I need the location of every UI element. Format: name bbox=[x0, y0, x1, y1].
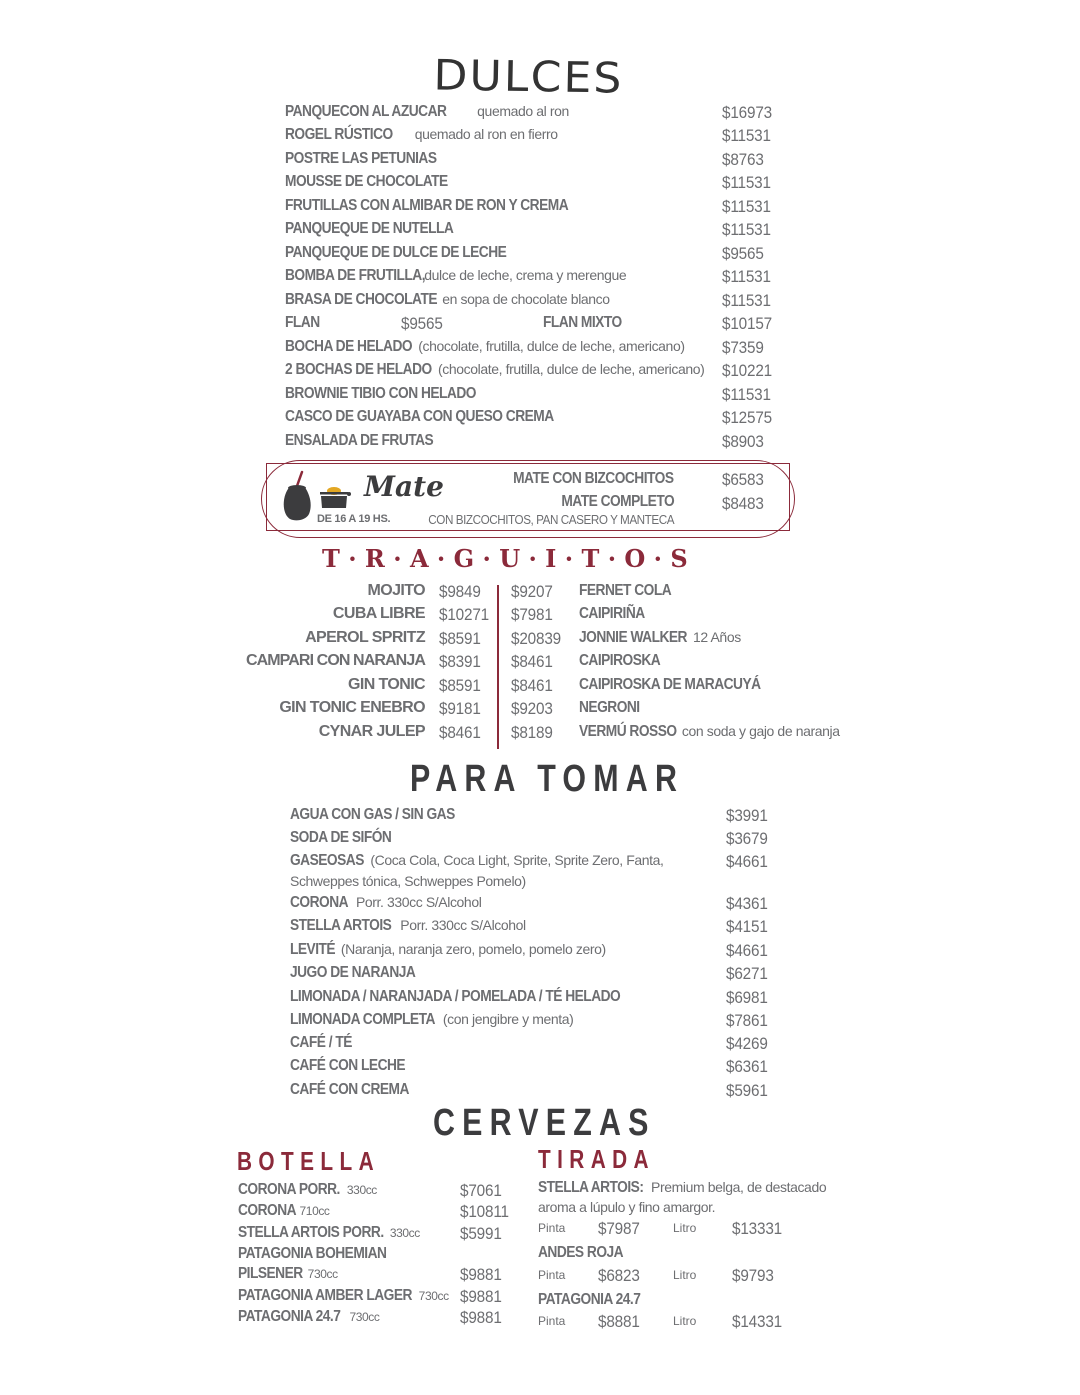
item-price: $8461 bbox=[511, 676, 553, 695]
list-item bbox=[511, 605, 871, 627]
item-price: $9181 bbox=[439, 699, 481, 718]
dulces-title: DULCES bbox=[433, 50, 624, 103]
item-desc: en sopa de chocolate blanco bbox=[442, 291, 610, 307]
item-price: $4661 bbox=[726, 941, 768, 960]
item-desc: quemado al ron en fierro bbox=[414, 126, 558, 142]
item-price: $6271 bbox=[726, 964, 768, 983]
item-name: BRASA DE CHOCOLATE bbox=[285, 291, 438, 308]
para-tomar-title: PARA TOMAR bbox=[410, 758, 685, 800]
item-name: CUBA LIBRE bbox=[332, 605, 425, 622]
item-name: LEVITÉ bbox=[290, 941, 336, 958]
item-name: ENSALADA DE FRUTAS bbox=[285, 432, 434, 449]
list-item bbox=[285, 173, 785, 195]
item-price: $9881 bbox=[460, 1308, 502, 1327]
item-price: $9881 bbox=[460, 1265, 502, 1284]
list-item bbox=[290, 917, 790, 939]
item-price: $9203 bbox=[511, 699, 553, 718]
cervezas-title: CERVEZAS bbox=[433, 1102, 656, 1144]
mate-item bbox=[543, 493, 674, 511]
litro-price: $9793 bbox=[732, 1266, 774, 1285]
traguitos-left-list bbox=[220, 582, 490, 752]
mate-title: Mate bbox=[364, 470, 444, 503]
item-price: $7061 bbox=[460, 1181, 502, 1200]
item-name: CYNAR JULEP bbox=[318, 723, 425, 740]
para-tomar-list bbox=[290, 806, 790, 1106]
item-name: STELLA ARTOIS bbox=[290, 917, 392, 934]
item-name: LIMONADA COMPLETA bbox=[290, 1011, 435, 1028]
item-price: $3991 bbox=[726, 806, 768, 825]
item-name: BOMBA DE FRUTILLA, bbox=[285, 267, 426, 284]
list-item bbox=[511, 723, 871, 745]
item-price: $5961 bbox=[726, 1081, 768, 1100]
item-price: $9207 bbox=[511, 582, 553, 601]
item-name: PILSENER bbox=[238, 1265, 303, 1282]
item-name: CAIPIROSKA bbox=[579, 652, 661, 669]
list-item bbox=[538, 1244, 838, 1266]
item-name: CAFÉ CON LECHE bbox=[290, 1057, 406, 1074]
item-price: $11531 bbox=[722, 173, 771, 192]
item-price: $6361 bbox=[726, 1057, 768, 1076]
item-desc: Schweppes tónica, Schweppes Pomelo) bbox=[290, 873, 526, 889]
item-desc: 730cc bbox=[349, 1310, 380, 1324]
item-price: $4661 bbox=[726, 852, 768, 871]
list-item bbox=[290, 1011, 790, 1033]
list-item bbox=[511, 676, 871, 698]
item-desc: 710cc bbox=[299, 1204, 330, 1218]
list-item bbox=[285, 408, 785, 430]
list-item bbox=[285, 197, 785, 219]
item-price: $11531 bbox=[722, 220, 771, 239]
item-price: $8461 bbox=[439, 723, 481, 742]
botella-title: BOTELLA bbox=[237, 1146, 381, 1176]
item-name: GIN TONIC ENEBRO bbox=[279, 699, 425, 716]
item-price: $7359 bbox=[722, 338, 764, 357]
list-item bbox=[290, 964, 790, 986]
price-row bbox=[538, 1219, 838, 1241]
item-name: CAMPARI CON NARANJA bbox=[245, 652, 425, 669]
list-item bbox=[238, 1287, 528, 1309]
item-name: STELLA ARTOIS: bbox=[538, 1179, 644, 1196]
item-name: BROWNIE TIBIO CON HELADO bbox=[285, 385, 476, 402]
dulces-list bbox=[285, 103, 785, 458]
list-item bbox=[538, 1179, 838, 1201]
item-desc: 330cc bbox=[389, 1226, 420, 1240]
item-price: $10811 bbox=[460, 1202, 509, 1221]
item-desc: 730cc bbox=[418, 1289, 449, 1303]
list-item bbox=[238, 1245, 528, 1267]
item-price: $8591 bbox=[439, 629, 481, 648]
pinta-price: $6823 bbox=[598, 1266, 640, 1285]
list-item bbox=[538, 1291, 838, 1313]
item-desc: con soda y gajo de naranja bbox=[681, 723, 840, 739]
litro-price: $14331 bbox=[732, 1312, 782, 1331]
item-price: $11531 bbox=[722, 291, 771, 310]
item-name: PANQUECON AL AZUCAR bbox=[285, 103, 447, 120]
traguitos-divider bbox=[497, 585, 499, 749]
price-row bbox=[538, 1312, 838, 1334]
item-desc: 12 Años bbox=[693, 629, 741, 645]
list-item bbox=[238, 1202, 528, 1224]
list-item bbox=[290, 1057, 790, 1079]
item-name: PATAGONIA 24.7 bbox=[238, 1308, 341, 1325]
list-item bbox=[285, 103, 785, 125]
item-price: $7981 bbox=[511, 605, 553, 624]
item-name: 2 BOCHAS DE HELADO bbox=[285, 361, 432, 378]
item-name: GIN TONIC bbox=[348, 676, 425, 693]
item-price: $10271 bbox=[439, 605, 489, 624]
item-name-2: FLAN MIXTO bbox=[543, 314, 622, 331]
list-item bbox=[220, 629, 490, 651]
list-item bbox=[238, 1308, 528, 1330]
item-desc: dulce de leche, crema y merengue bbox=[424, 267, 627, 283]
pinta-label: Pinta bbox=[538, 1268, 566, 1282]
mate-gourd-icon bbox=[280, 470, 316, 522]
list-item bbox=[285, 314, 785, 336]
list-item bbox=[285, 150, 785, 172]
item-desc: (Naranja, naranja zero, pomelo, pomelo zero) bbox=[340, 941, 606, 957]
item-desc: Porr. 330cc S/Alcohol bbox=[400, 917, 526, 933]
item-name: LIMONADA / NARANJADA / POMELADA / TÉ HELADO bbox=[290, 988, 621, 1005]
item-price: $11531 bbox=[722, 126, 771, 145]
item-price: $9849 bbox=[439, 582, 481, 601]
list-item bbox=[290, 941, 790, 963]
list-item bbox=[220, 605, 490, 627]
item-name: ROGEL RÚSTICO bbox=[285, 126, 393, 143]
item-desc: Premium belga, de destacado bbox=[651, 1179, 827, 1195]
pinta-price: $7987 bbox=[598, 1219, 640, 1238]
list-item bbox=[285, 338, 785, 360]
mate-note: CON BIZCOCHITOS, PAN CASERO Y MANTECA bbox=[428, 512, 674, 527]
list-item bbox=[290, 1081, 790, 1103]
item-name: CAFÉ / TÉ bbox=[290, 1034, 352, 1051]
item-price: $9565 bbox=[722, 244, 764, 263]
item-name: STELLA ARTOIS PORR. bbox=[238, 1224, 384, 1241]
list-item bbox=[285, 244, 785, 266]
item-price: $8483 bbox=[722, 494, 764, 513]
list-item bbox=[238, 1224, 528, 1246]
item-price: $9881 bbox=[460, 1287, 502, 1306]
list-item bbox=[285, 267, 785, 289]
item-name: JONNIE WALKER bbox=[579, 629, 687, 646]
item-name: MOJITO bbox=[367, 582, 425, 599]
item-price: $5991 bbox=[460, 1224, 502, 1243]
item-name: VERMÚ ROSSO bbox=[579, 723, 677, 740]
item-name: BOCHA DE HELADO bbox=[285, 338, 413, 355]
item-name: NEGRONI bbox=[579, 699, 640, 716]
item-name: CORONA bbox=[290, 894, 349, 911]
item-name: CAFÉ CON CREMA bbox=[290, 1081, 409, 1098]
item-desc: (chocolate, frutilla, dulce de leche, americano) bbox=[418, 338, 685, 354]
item-name: PATAGONIA 24.7 bbox=[538, 1291, 641, 1308]
item-name: ANDES ROJA bbox=[538, 1244, 624, 1261]
item-price: $11531 bbox=[722, 197, 771, 216]
litro-label: Litro bbox=[673, 1221, 697, 1235]
item-name: POSTRE LAS PETUNIAS bbox=[285, 150, 437, 167]
item-price: $7861 bbox=[726, 1011, 768, 1030]
litro-label: Litro bbox=[673, 1268, 697, 1282]
price-row bbox=[538, 1266, 838, 1288]
item-price: $3679 bbox=[726, 829, 768, 848]
list-item bbox=[285, 385, 785, 407]
item-name: FRUTILLAS CON ALMIBAR DE RON Y CREMA bbox=[285, 197, 569, 214]
list-item bbox=[285, 432, 785, 454]
botella-list bbox=[238, 1181, 528, 1341]
item-price: $8461 bbox=[511, 652, 553, 671]
item-name: FERNET COLA bbox=[579, 582, 672, 599]
item-name: CAIPIROSKA DE MARACUYÁ bbox=[579, 676, 761, 693]
item-price: $4151 bbox=[726, 917, 768, 936]
item-price: $6583 bbox=[722, 470, 764, 489]
item-name: GASEOSAS bbox=[290, 852, 364, 869]
list-item bbox=[511, 699, 871, 721]
tirada-title: TIRADA bbox=[538, 1144, 655, 1174]
list-item bbox=[290, 829, 790, 851]
item-price: $6981 bbox=[726, 988, 768, 1007]
item-price: $10221 bbox=[722, 361, 772, 380]
list-item bbox=[511, 652, 871, 674]
item-name: MATE COMPLETO bbox=[561, 493, 674, 510]
list-item bbox=[290, 894, 790, 916]
pinta-label: Pinta bbox=[538, 1221, 566, 1235]
list-item bbox=[290, 988, 790, 1010]
list-item-continued bbox=[238, 1265, 528, 1287]
item-name: PATAGONIA AMBER LAGER bbox=[238, 1287, 412, 1304]
item-desc: 330cc bbox=[346, 1183, 377, 1197]
pinta-price: $8881 bbox=[598, 1312, 640, 1331]
mate-hours: DE 16 A 19 HS. bbox=[317, 513, 391, 525]
list-item bbox=[285, 361, 785, 383]
item-name: JUGO DE NARANJA bbox=[290, 964, 416, 981]
list-item bbox=[220, 699, 490, 721]
item-price: $20839 bbox=[511, 629, 561, 648]
list-item bbox=[285, 126, 785, 148]
list-item bbox=[220, 652, 490, 674]
mate-item bbox=[487, 470, 674, 488]
item-price: $11531 bbox=[722, 385, 771, 404]
item-name: APEROL SPRITZ bbox=[305, 629, 425, 646]
item-price: $12575 bbox=[722, 408, 772, 427]
item-price: $4269 bbox=[726, 1034, 768, 1053]
item-desc: aroma a lúpulo y fino amargor. bbox=[538, 1199, 716, 1215]
list-item bbox=[511, 629, 871, 651]
list-item bbox=[290, 806, 790, 828]
item-price: $8591 bbox=[439, 676, 481, 695]
item-name: CORONA bbox=[238, 1202, 297, 1219]
item-price: $16973 bbox=[722, 103, 772, 122]
item-price: $11531 bbox=[722, 267, 771, 286]
item-name: MATE CON BIZCOCHITOS bbox=[513, 470, 674, 487]
list-item bbox=[285, 291, 785, 313]
item-name: CAIPIRIÑA bbox=[579, 605, 645, 622]
list-item bbox=[285, 220, 785, 242]
list-item bbox=[511, 582, 871, 604]
item-name: FLAN bbox=[285, 314, 320, 331]
list-item bbox=[238, 1181, 528, 1203]
item-price: $8763 bbox=[722, 150, 764, 169]
item-desc: Porr. 330cc S/Alcohol bbox=[355, 894, 482, 910]
item-name: MOUSSE DE CHOCOLATE bbox=[285, 173, 448, 190]
item-desc: (con jengibre y menta) bbox=[442, 1011, 574, 1027]
item-desc: 730cc bbox=[307, 1267, 338, 1281]
list-item bbox=[220, 582, 490, 604]
item-name: PANQUEQUE DE NUTELLA bbox=[285, 220, 454, 237]
pinta-label: Pinta bbox=[538, 1314, 566, 1328]
list-item bbox=[290, 852, 790, 874]
item-price: $9565 bbox=[401, 314, 443, 333]
item-name: AGUA CON GAS / SIN GAS bbox=[290, 806, 455, 823]
tirada-list bbox=[538, 1179, 838, 1339]
item-price: $8903 bbox=[722, 432, 764, 451]
list-item bbox=[220, 676, 490, 698]
item-desc: (chocolate, frutilla, dulce de leche, americano) bbox=[438, 361, 705, 377]
item-price: $4361 bbox=[726, 894, 768, 913]
item-price: $8189 bbox=[511, 723, 553, 742]
item-name: SODA DE SIFÓN bbox=[290, 829, 392, 846]
litro-price: $13331 bbox=[732, 1219, 782, 1238]
item-name: PANQUEQUE DE DULCE DE LECHE bbox=[285, 244, 507, 261]
litro-label: Litro bbox=[673, 1314, 697, 1328]
item-name: PATAGONIA BOHEMIAN bbox=[238, 1245, 387, 1262]
traguitos-right-list bbox=[511, 582, 871, 752]
item-desc: (Coca Cola, Coca Light, Sprite, Sprite Zero, Fanta, bbox=[370, 852, 664, 868]
bizcochitos-bowl-icon bbox=[318, 484, 352, 510]
list-item bbox=[290, 1034, 790, 1056]
item-price: $8391 bbox=[439, 652, 481, 671]
list-item-continued bbox=[538, 1199, 838, 1221]
list-item-continued bbox=[290, 873, 790, 895]
list-item bbox=[220, 723, 490, 745]
item-desc: quemado al ron bbox=[477, 103, 569, 119]
item-name: CORONA PORR. bbox=[238, 1181, 340, 1198]
item-price-2: $10157 bbox=[722, 314, 772, 333]
traguitos-title: T · R · A · G · U · I · T · O · S bbox=[322, 544, 688, 573]
item-name: CASCO DE GUAYABA CON QUESO CREMA bbox=[285, 408, 554, 425]
